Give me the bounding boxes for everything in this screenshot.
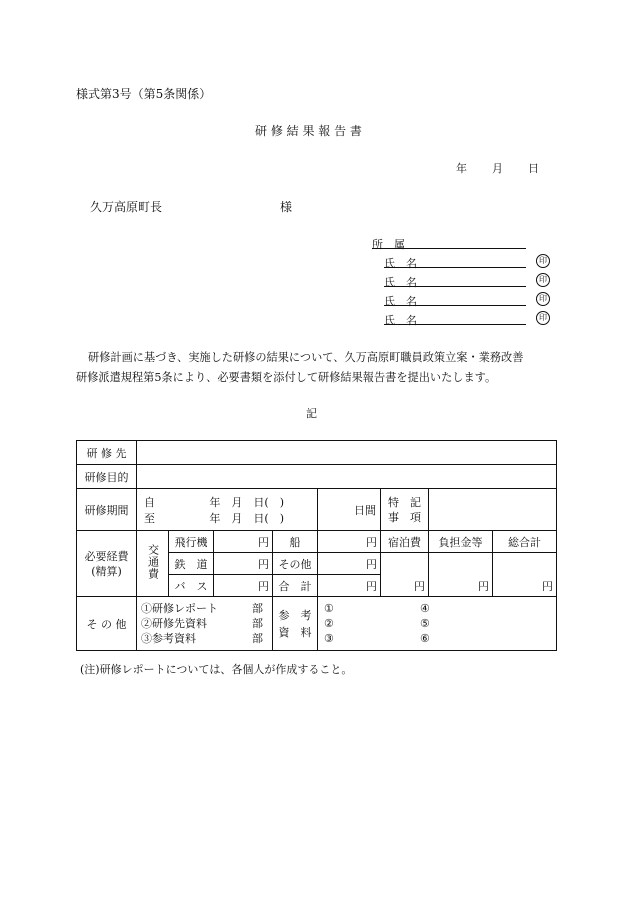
others-label: そ の 他 [77, 597, 137, 651]
special-label-1: 特 記 [388, 495, 421, 509]
ref-num-1: ① [324, 602, 334, 615]
body-line-2: 研修派遣規程第5条により、必要書類を添付して研修結果報告書を提出いたします。 [76, 371, 497, 384]
reference-material-item: ③参考資料 [141, 632, 196, 645]
ship-amount[interactable] [318, 531, 381, 553]
date-day: 日 [528, 162, 539, 175]
transport-label-text: 交通費 [146, 544, 160, 580]
note: (注)研修レポートについては、各個人が作成すること。 [80, 663, 353, 676]
rail-label: 鉄 道 [169, 553, 214, 575]
addressee-name: 久万高原町長 [90, 200, 163, 214]
name-line-3 [384, 293, 526, 306]
yen-unit: 円 [366, 579, 377, 593]
other-transport-amount[interactable] [318, 553, 381, 575]
name-label-2: 氏 名 [384, 276, 417, 289]
special-notes-label [381, 489, 429, 531]
affiliation-label: 所 属 [372, 238, 405, 251]
copies-unit: 部 [252, 617, 263, 630]
addressee-honorific: 様 [280, 200, 293, 214]
period-dates[interactable] [137, 489, 318, 531]
body-line-1: 研修計画に基づき、実施した研修の結果について、久万高原町職員政策立案・業務改善 [88, 351, 524, 364]
period-label: 研修期間 [77, 489, 137, 531]
ship-label: 船 [273, 531, 318, 553]
yen-unit: 円 [366, 535, 377, 549]
destination-material-item: ②研修先資料 [141, 617, 207, 630]
reference-label [273, 597, 318, 651]
total-all-label: 総合計 [493, 531, 557, 553]
expense-label-2: (精算) [91, 564, 122, 578]
period-to-date: 年 月 日( ) [209, 511, 284, 525]
seal-icon: 印 [536, 273, 550, 287]
name-label-4: 氏 名 [384, 314, 417, 327]
name-label-3: 氏 名 [384, 295, 417, 308]
period-from-label: 自 [144, 495, 155, 509]
ref-num-5: ⑤ [420, 617, 430, 630]
destination-field[interactable] [137, 441, 557, 465]
subtotal-amount[interactable] [318, 575, 381, 597]
burden-label: 負担金等 [429, 531, 493, 553]
copies-unit: 部 [252, 602, 263, 615]
bus-label: バ ス [169, 575, 214, 597]
seal-icon: 印 [536, 292, 550, 306]
date-month: 月 [492, 162, 503, 175]
yen-unit: 円 [366, 557, 377, 571]
bus-amount[interactable] [214, 575, 273, 597]
rail-amount[interactable] [214, 553, 273, 575]
report-table [76, 440, 557, 651]
reference-label-2: 資 料 [278, 625, 312, 639]
purpose-label: 研修目的 [77, 465, 137, 489]
expense-label-1: 必要経費 [84, 549, 129, 563]
date-year: 年 [456, 162, 467, 175]
burden-amount[interactable] [429, 553, 493, 597]
ref-num-3: ③ [324, 632, 334, 645]
destination-label: 研 修 先 [77, 441, 137, 465]
ref-num-2: ② [324, 617, 334, 630]
copies-unit: 部 [252, 632, 263, 645]
expense-label [77, 531, 137, 597]
purpose-field[interactable] [137, 465, 557, 489]
lodging-label: 宿泊費 [381, 531, 429, 553]
yen-unit: 円 [542, 580, 553, 593]
document-title: 研 修 結 果 報 告 書 [255, 124, 362, 138]
name-line-1 [384, 255, 526, 268]
lodging-amount[interactable] [381, 553, 429, 597]
total-all-amount[interactable] [493, 553, 557, 597]
airplane-label: 飛行機 [169, 531, 214, 553]
subtotal-label: 合 計 [273, 575, 318, 597]
reference-list[interactable] [318, 597, 557, 651]
name-line-2 [384, 274, 526, 287]
others-list [137, 597, 273, 651]
form-number: 様式第3号（第5条関係） [76, 87, 212, 101]
special-label-2: 事 項 [388, 510, 421, 524]
other-transport-label: その他 [273, 553, 318, 575]
yen-unit: 円 [258, 557, 269, 571]
special-notes-field[interactable] [429, 489, 557, 531]
seal-icon: 印 [536, 311, 550, 325]
ki-label: 記 [306, 407, 317, 420]
seal-icon: 印 [536, 254, 550, 268]
period-from-date: 年 月 日( ) [209, 495, 284, 509]
days-label: 日間 [354, 503, 376, 517]
period-to-label: 至 [144, 511, 155, 525]
ref-num-6: ⑥ [420, 632, 430, 645]
airplane-amount[interactable] [214, 531, 273, 553]
reference-label-1: 参 考 [278, 608, 312, 622]
yen-unit: 円 [258, 579, 269, 593]
yen-unit: 円 [414, 580, 425, 593]
report-item: ①研修レポート [141, 602, 218, 615]
yen-unit: 円 [478, 580, 489, 593]
name-label-1: 氏 名 [384, 257, 417, 270]
period-days[interactable] [318, 489, 381, 531]
yen-unit: 円 [258, 535, 269, 549]
ref-num-4: ④ [420, 602, 430, 615]
affiliation-line [372, 236, 526, 249]
transport-label [137, 531, 169, 597]
name-line-4 [384, 312, 526, 325]
